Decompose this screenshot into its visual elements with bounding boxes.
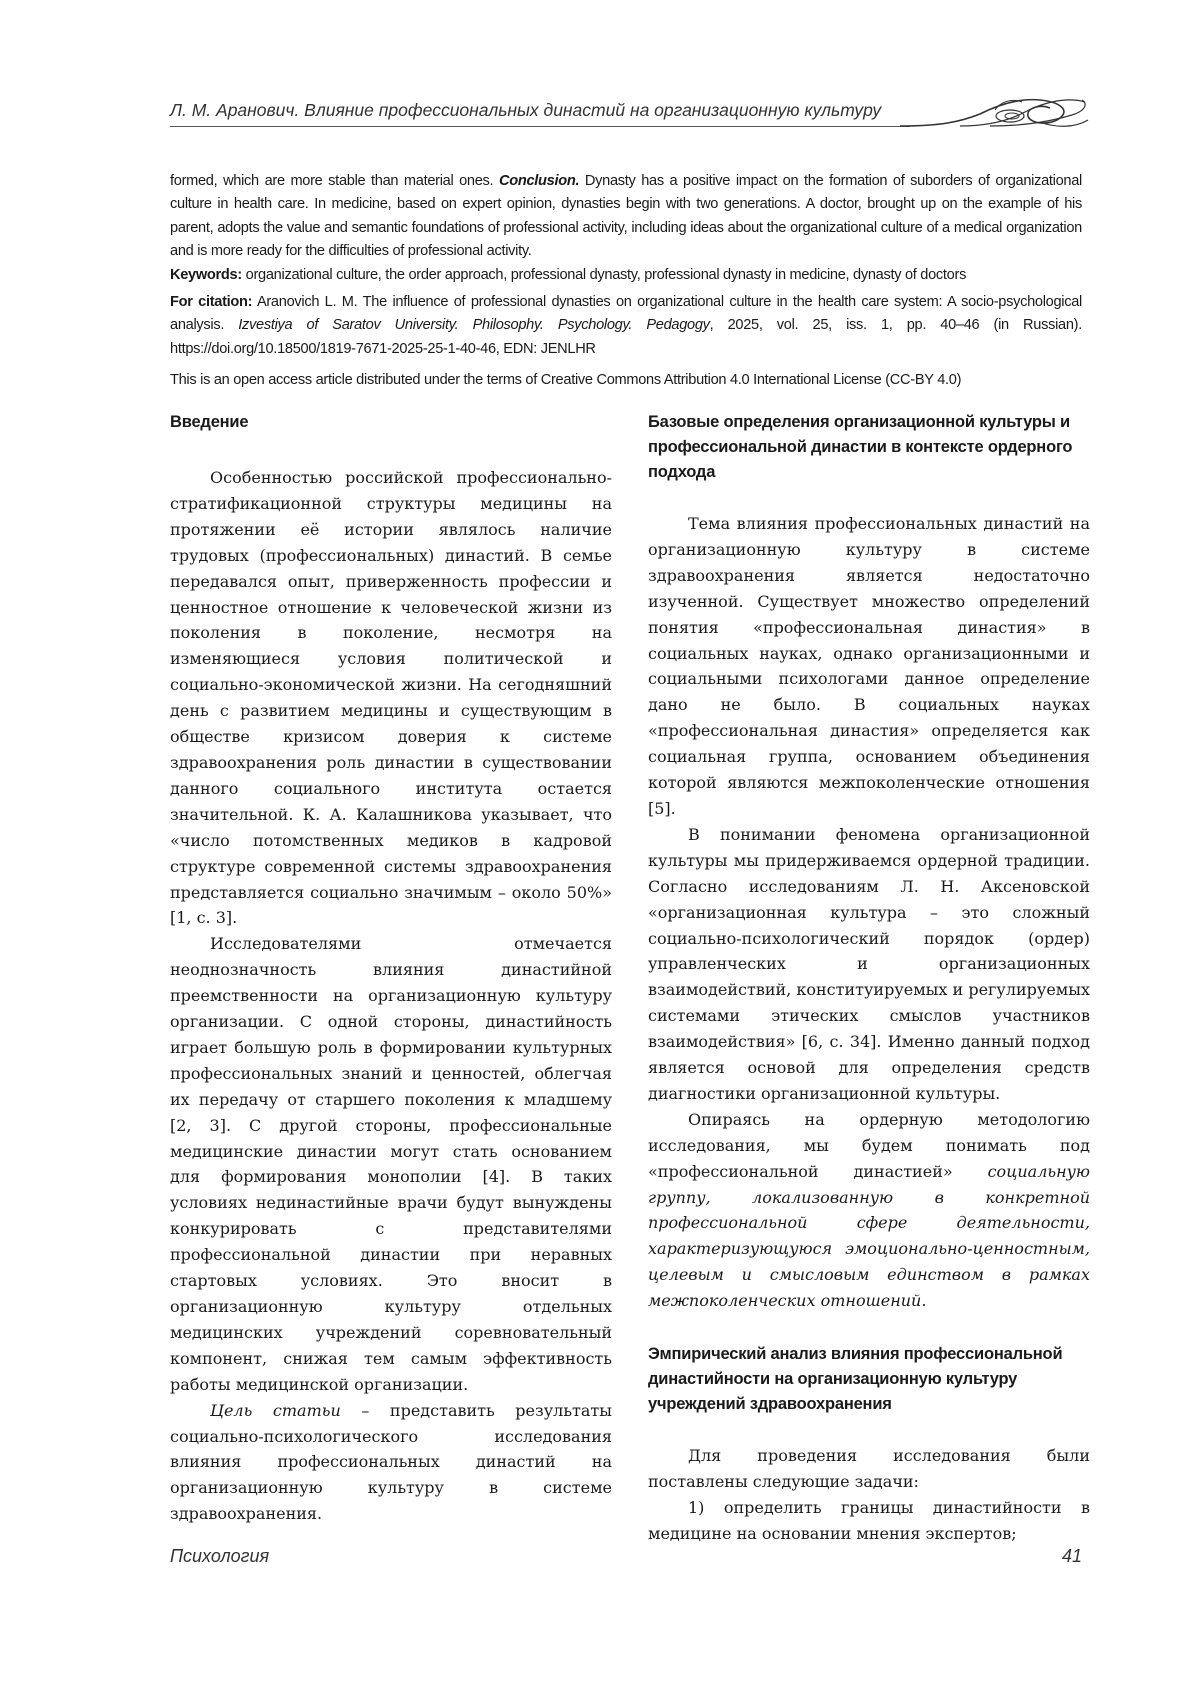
- citation-label: For citation:: [170, 294, 253, 311]
- citation-journal: Izvestiya of Saratov University. Philosophy. Psychology. Pedagogy: [238, 317, 710, 334]
- section-heading-definitions: Базовые определения организационной культуры и профессиональной династии в контексте ордерного подхода: [648, 413, 1073, 481]
- keywords: Keywords: organizational culture, the order approach, professional dynasty, professional dynasty in medicine, dynasty of doctors: [170, 266, 967, 283]
- conclusion-label: Conclusion.: [499, 173, 580, 189]
- paragraph: Тема влияния профессиональных династий на организационную культуру в системе здравоохранения является недостаточно изученной. Существует множество определений понятия «профессиональная династия» в социальных науках, однако организационными и социальными психологами данное определение дано не было. В социальных науках «профессиональная династия» определяется как социальная группа, основанием объединения которой являются межпоколенческие отношения [5].: [648, 514, 1090, 818]
- abstract-block: [170, 170, 1082, 393]
- paragraph: Цель статьи – представить результаты социально-психологического исследования влияния профессиональных династий на организационную культуру в системе здравоохранения.: [170, 1400, 613, 1524]
- section-name: Психология: [170, 1546, 270, 1566]
- abstract-conclusion: formed, which are more stable than material ones. Conclusion. Dynasty has a positive impact on the formation of suborders of organizational culture in health care. In medicine, based on expert opinion, dynasties begin with two generations. A doctor, brought up on the example of his parent, adopts the value and semantic foundations of professional activity, including ideas about the organizational culture of a medical organization and is more ready for the difficulties of professional activity.: [170, 173, 1082, 260]
- paragraph: Для проведения исследования были поставлены следующие задачи:: [648, 1446, 1090, 1491]
- right-column: [648, 410, 1090, 1547]
- emphasis: Цель статьи: [210, 1400, 341, 1420]
- citation: For citation: Aranovich L. M. The influence of professional dynasties on organizational culture in the health care system: A socio-psychological analysis. Izvestiya of Saratov University. Philosophy. Psychology. Pedagogy, 2025, vol. 25, iss. 1, pp. 40–46 (in Russian). https://doi.org/10.18500/1819-7671-2025-25-1-40-46, EDN: JENLHR: [170, 294, 1082, 357]
- section-heading-empirical: Эмпирический анализ влияния профессиональной династийности на организационную культуру учреждений здравоохранения: [648, 1345, 1063, 1414]
- license-note: This is an open access article distributed under the terms of Creative Commons Attribution 4.0 International License (CC-BY 4.0): [170, 372, 962, 389]
- paragraph: Особенностью российской профессионально-стратификационной структуры медицины на протяжении её истории являлось наличие трудовых (профессиональных) династий. В семье передавался опыт, приверженность профессии и ценностное отношение к человеческой жизни из поколения в поколение, несмотря на изменяющиеся условия политической и социально-экономической жизни. На сегодняшний день с развитием медицины и существующим в обществе кризисом доверия к системе здравоохранения роль династии в существовании данного социального института остается значительной. К. А. Калашникова указывает, что «число потомственных медиков в кадровой структуре современной системы здравоохранения представляется социально значимым – около 50%» [1, с. 3].: [170, 468, 612, 928]
- paragraph: В понимании феномена организационной культуры мы придерживаемся ордерной традиции. Согласно исследованиям Л. Н. Аксеновской «организационная культура – это сложный социально-психологический порядок (ордер) управленческих и организационных взаимодействий, конституируемых и регулируемых системами этических смыслов участников взаимодействия» [6, с. 34]. Именно данный подход является основой для определения средств диагностики организационной культуры.: [648, 824, 1090, 1103]
- running-title: Л. М. Аранович. Влияние профессиональных династий на организационную культуру: [170, 100, 882, 120]
- paragraph: Исследователями отмечается неоднозначность влияния династийной преемственности на организационную культуру организации. С одной стороны, династийность играет большую роль в формировании культурных профессиональных знаний и ценностей, облегчая их передачу от старшего поколения к младшему [2, 3]. С другой стороны, профессиональные медицинские династии могут стать основанием для формирования монополии [4]. В таких условиях нединастийные врачи будут вынуждены конкурировать с представителями профессиональной династии при неравных стартовых условиях. Это вносит в организационную культуру отдельных медицинских учреждений соревновательный компонент, снижая тем самым эффективность работы медицинской организации.: [170, 934, 612, 1394]
- paragraph: Опираясь на ордерную методологию исследования, мы будем понимать под «профессиональной династией» социальную группу, локализованную в конкретной профессиональной сфере деятельности, характеризующуюся эмоционально-ценностным, целевым и смысловым единством в рамках межпоколенческих отношений.: [648, 1109, 1090, 1311]
- left-column: [170, 410, 612, 1527]
- paragraph: 1) определить границы династийности в медицине на основании мнения экспертов;: [648, 1497, 1090, 1543]
- header-rule: [170, 126, 910, 127]
- art-nouveau-ornament-icon: [900, 92, 1090, 138]
- keywords-label: Keywords:: [170, 266, 242, 283]
- running-header: [170, 92, 1090, 142]
- page-number: 41: [1061, 1546, 1082, 1566]
- emphasis: социальную группу, локализованную в конкретной профессиональной сфере деятельности, характеризующуюся эмоционально-ценностным, целевым и смысловым единством в рамках межпоколенческих отношений.: [648, 1161, 1090, 1311]
- section-heading-introduction: Введение: [170, 413, 249, 431]
- page-footer: [170, 1546, 1082, 1576]
